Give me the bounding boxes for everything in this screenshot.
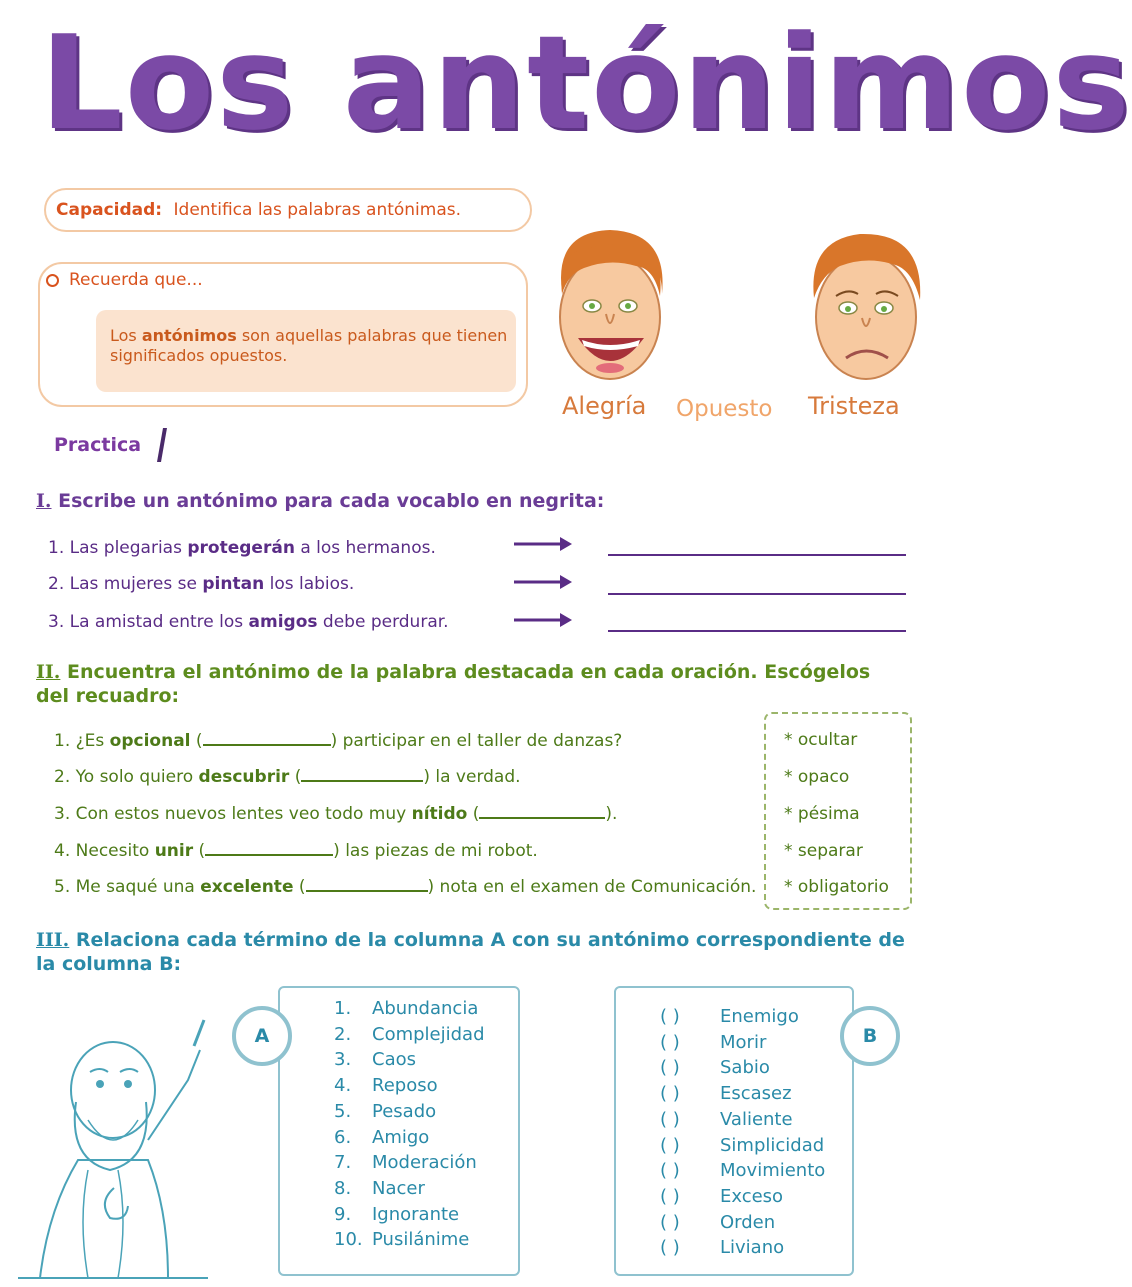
- list-item: ( ) Escasez: [660, 1083, 792, 1105]
- option-item: * separar: [784, 841, 863, 861]
- list-item: 7. Moderación: [334, 1152, 477, 1174]
- section2-title: II. Encuentra el antónimo de la palabra destacada en cada oración. Escógelos del recuadro:: [36, 661, 871, 707]
- arrow-right-icon: [512, 572, 572, 592]
- list-item: 8. Nacer: [334, 1177, 425, 1199]
- section3-title: III. Relaciona cada término de la columna A con su antónimo correspondiente de la columna B:: [36, 929, 905, 975]
- list-item: ( ) Exceso: [660, 1185, 784, 1207]
- sage-illustration-icon: [18, 1010, 228, 1280]
- list-item: ( ) Simplicidad: [660, 1134, 825, 1156]
- arrow-right-icon: [512, 610, 572, 630]
- list-item: 9. Ignorante: [334, 1203, 460, 1225]
- section1-item: 1. Las plegarias protegerán a los hermanos.: [48, 538, 436, 558]
- capacidad-label: Capacidad:: [56, 200, 163, 220]
- section2-item: 3. Con estos nuevos lentes veo todo muy nítido ( ).: [54, 804, 618, 824]
- happy-face-icon: [544, 222, 676, 390]
- answer-blank[interactable]: [203, 730, 331, 746]
- list-item: ( ) Valiente: [660, 1108, 793, 1130]
- option-item: * pésima: [784, 804, 860, 824]
- answer-blank[interactable]: [205, 840, 333, 856]
- section2-item: 4. Necesito unir ( ) las piezas de mi robot.: [54, 841, 538, 861]
- list-item: 2. Complejidad: [334, 1023, 485, 1045]
- recuerda-heading: Recuerda que...: [46, 270, 203, 290]
- column-a-list: [334, 996, 485, 1253]
- list-item: ( ) Orden: [660, 1211, 776, 1233]
- answer-line[interactable]: [608, 554, 906, 556]
- list-item: ( ) Enemigo: [660, 1006, 799, 1027]
- arrow-right-icon: [512, 534, 572, 554]
- list-item: 10. Pusilánime: [334, 1229, 470, 1251]
- column-a-label: A: [232, 1006, 292, 1066]
- answer-blank[interactable]: [306, 876, 428, 892]
- section1-item: 3. La amistad entre los amigos debe perdurar.: [48, 612, 449, 632]
- practica-divider: [157, 428, 167, 462]
- answer-line[interactable]: [608, 630, 906, 632]
- answer-blank[interactable]: [479, 803, 605, 819]
- practica-heading: Practica: [54, 434, 142, 456]
- capacidad-text: Identifica las palabras antónimas.: [173, 200, 462, 220]
- section1-item: 2. Las mujeres se pintan los labios.: [48, 574, 355, 594]
- list-item: 3. Caos: [334, 1049, 416, 1071]
- section2-item: 2. Yo solo quiero descubrir ( ) la verdad.: [54, 767, 521, 787]
- option-item: * obligatorio: [784, 877, 889, 897]
- page-title: Los antónimos: [40, 7, 1132, 159]
- column-b-list: [660, 1004, 825, 1261]
- list-item: 1. Abundancia: [334, 998, 479, 1019]
- list-item: 4. Reposo: [334, 1075, 438, 1097]
- section2-item: 5. Me saqué una excelente ( ) nota en el examen de Comunicación.: [54, 877, 757, 897]
- list-item: ( ) Sabio: [660, 1057, 770, 1079]
- section1-title: I. Escribe un antónimo para cada vocablo en negrita:: [36, 490, 605, 512]
- bullet-icon: [46, 274, 59, 287]
- answer-line[interactable]: [608, 593, 906, 595]
- list-item: 6. Amigo: [334, 1126, 430, 1148]
- section2-item: 1. ¿Es opcional ( ) participar en el taller de danzas?: [54, 731, 623, 751]
- capacidad-box: [44, 188, 532, 232]
- alegria-label: Alegría: [562, 392, 647, 420]
- recuerda-text: Los antónimos son aquellas palabras que tienen significados opuestos.: [96, 310, 516, 392]
- sad-face-icon: [800, 222, 932, 390]
- column-b-label: B: [840, 1006, 900, 1066]
- option-item: * opaco: [784, 767, 850, 787]
- list-item: ( ) Morir: [660, 1031, 767, 1053]
- tristeza-label: Tristeza: [808, 392, 900, 420]
- answer-blank[interactable]: [301, 766, 423, 782]
- option-item: * ocultar: [784, 730, 858, 750]
- list-item: ( ) Liviano: [660, 1237, 785, 1259]
- list-item: ( ) Movimiento: [660, 1160, 826, 1182]
- opuesto-label: Opuesto: [676, 396, 773, 422]
- list-item: 5. Pesado: [334, 1100, 437, 1122]
